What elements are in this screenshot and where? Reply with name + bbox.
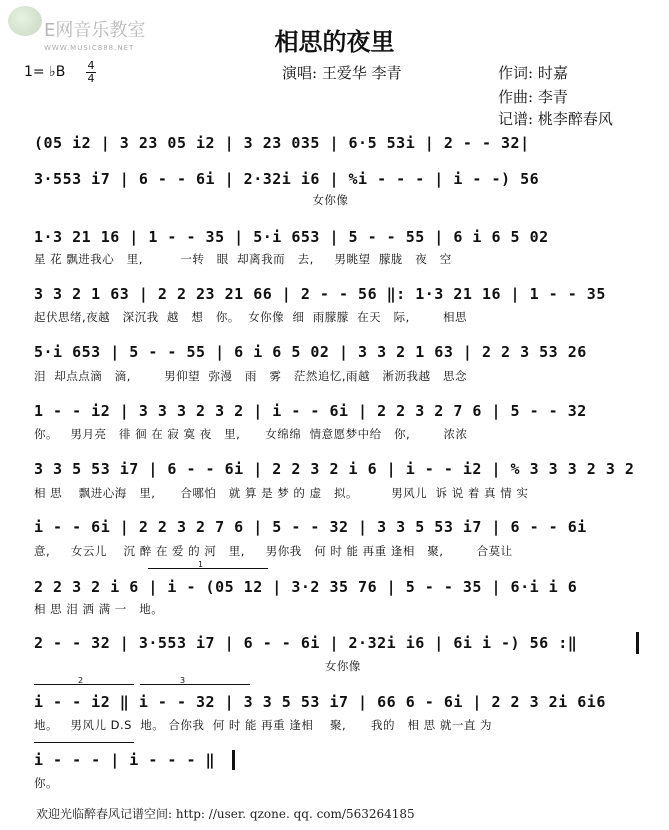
logo-text: E网音乐教室 [44, 20, 146, 41]
key-signature: 1= ♭B [24, 64, 66, 80]
transcriber: 记谱: 桃李醉春风 [498, 110, 613, 128]
meter-bottom: 4 [87, 72, 95, 85]
score-row-2-lyrics: 女你像 [34, 193, 349, 207]
time-signature [86, 60, 96, 85]
score-row-10-notes: 2 - - 32 | 3·553 i7 | 6 - - 6i | 2·32i i6 | 6i i -) 56 :‖ [34, 634, 578, 652]
final-barline [232, 750, 235, 770]
score-row-1-notes: (05 i2 | 3 23 05 i2 | 3 23 035 | 6·5 53i | 2 - - 32| [34, 134, 530, 152]
volta-2-bracket [34, 684, 134, 685]
composer: 作曲: 李青 [498, 88, 568, 106]
score-row-2-notes: 3·553 i7 | 6 - - 6i | 2·32i i6 | %i - - - | i - -) 56 [34, 170, 540, 188]
footer-text: 欢迎光临醉春风记谱空间: http: //user. qzone. qq. com/563264185 [36, 807, 415, 821]
logo-url: WWW.MUSIC888.NET [44, 44, 135, 52]
score-row-8-notes: i - - 6i | 2 2 3 2 7 6 | 5 - - 32 | 3 3 5 53 i7 | 6 - - 6i [34, 518, 587, 536]
score-row-6-notes: 1 - - i2 | 3 3 3 2 3 2 | i - - 6i | 2 2 3 2 7 6 | 5 - - 32 [34, 402, 587, 420]
score-row-7-notes: 3 3 5 53 i7 | 6 - - 6i | 2 2 3 2 i 6 | i - - i2 | % 3 3 3 2 3 2 [34, 460, 635, 478]
score-row-9-lyrics: 相 思 泪 洒 满 一 地。 [34, 602, 164, 616]
score-row-8-lyrics: 意, 女云儿 沉 醉 在 爱 的 河 里, 男你我 何 时 能 再重 逢相 聚, 合莫让 [34, 544, 513, 558]
singers: 演唱: 王爱华 李青 [282, 64, 402, 82]
score-row-4-notes: 3 3 2 1 63 | 2 2 23 21 66 | 2 - - 56 ‖: 1·3 21 16 | 1 - - 35 [34, 285, 606, 303]
score-row-5-notes: 5·i 653 | 5 - - 55 | 6 i 6 5 02 | 3 3 2 1 63 | 2 2 3 53 26 [34, 343, 587, 361]
song-title: 相思的夜里 [274, 27, 395, 56]
score-row-3-notes: 1·3 21 16 | 1 - - 35 | 5·i 653 | 5 - - 55 | 6 i 6 5 02 [34, 228, 549, 246]
volta-3-bracket [140, 684, 250, 685]
volta-2-label: 2 [78, 676, 84, 685]
tie-bracket-final [34, 742, 134, 743]
score-row-11-notes: i - - i2 ‖ i - - 32 | 3 3 5 53 i7 | 66 6 - 6i | 2 2 3 2i 6i6 [34, 693, 606, 711]
score-row-5-lyrics: 泪 却点点滴 滴, 男仰望 弥漫 雨 雾 茫然追忆,雨越 淅沥我越 思念 [34, 369, 467, 383]
score-row-10-lyrics: 女你像 [34, 659, 361, 673]
volta-1-bracket [148, 568, 268, 569]
volta-1-label: 1 [198, 560, 204, 569]
score-row-9-notes: 2 2 3 2 i 6 | i - (05 12 | 3·2 35 76 | 5 - - 35 | 6·i i 6 [34, 578, 578, 596]
score-row-6-lyrics: 你。 男月亮 徘 徊 在 寂 寞 夜 里, 女绵绵 情意愿梦中给 你, 浓浓 [34, 427, 468, 441]
score-row-11-lyrics: 地。 男风儿 D.S 地。 合你我 何 时 能 再重 逢相 聚, 我的 相 思 就一直 为 [34, 718, 492, 732]
score-row-12-lyrics: 你。 [34, 776, 58, 790]
repeat-end-barline [636, 632, 639, 654]
score-row-3-lyrics: 星 花 飘进我心 里, 一转 眼 却离我而 去, 男眺望 朦胧 夜 空 [34, 252, 452, 266]
score-row-7-lyrics: 相 思 飘进心海 里, 合哪怕 就 算 是 梦 的 虚 拟。 男风儿 诉 说 着 真 情 实 [34, 486, 529, 500]
lyricist: 作词: 时嘉 [498, 64, 568, 82]
meter-top: 4 [87, 59, 95, 72]
score-row-12-notes: i - - - | i - - - ‖ [34, 751, 216, 769]
volta-3-label: 3 [180, 676, 186, 685]
score-row-4-lyrics: 起伏思绪,夜越 深沉我 越 想 你。 女你像 细 雨朦朦 在天 际, 相思 [34, 310, 467, 324]
